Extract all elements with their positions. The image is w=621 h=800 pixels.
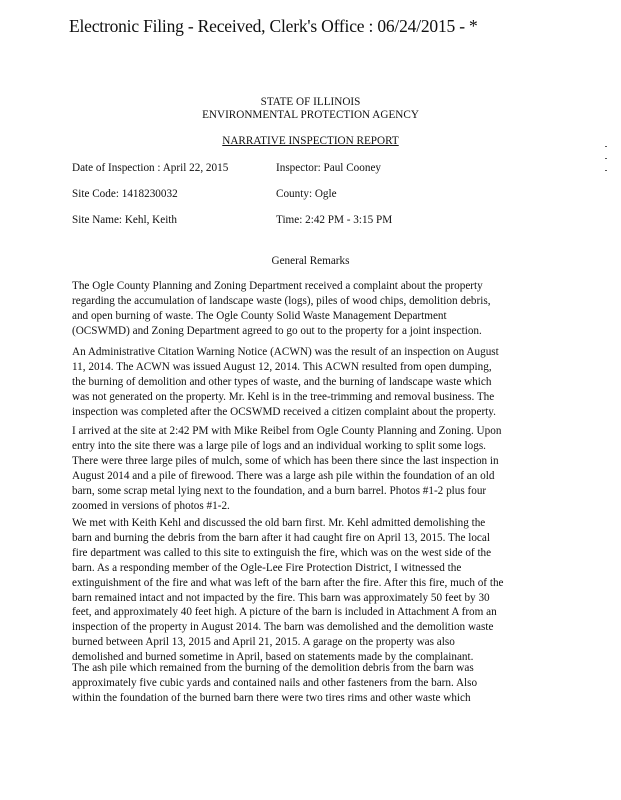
paragraph-line: barn, some scrap metal lying next to the foundation, and a burn barrel. Photos #1-2 plus four [72,484,487,497]
scan-artifact [605,170,607,171]
paragraph-line: regarding the accumulation of landscape waste (logs), piles of wood chips, demolition debris, [72,294,491,307]
scan-artifact [605,158,607,159]
report-title: NARRATIVE INSPECTION REPORT [222,135,399,147]
paragraph-line: demolished and burned sometime in April, based on statements made by the complainant. [72,651,474,664]
paragraph-arrival [72,424,554,513]
paragraph-line: fire department was called to this site to extinguish the fire, which was on the west side of the [72,546,492,559]
paragraph-barn [72,516,554,665]
paragraph-line: and open burning of waste. The Ogle County Solid Waste Management Department [72,309,447,322]
paragraph-line: The Ogle County Planning and Zoning Department received a complaint about the property [72,280,483,292]
county: County: Ogle [276,188,337,200]
paragraph-line: inspection of the property in August 2014. The barn was demolished and the demolition waste [72,621,494,634]
electronic-filing-stamp: Electronic Filing - Received, Clerk's Office : 06/24/2015 - * [69,16,478,36]
paragraph-line: The ash pile which remained from the burning of the demolition debris from the barn was [72,662,474,674]
inspection-time: Time: 2:42 PM - 3:15 PM [276,214,393,226]
paragraph-ash-pile [72,661,554,706]
paragraph-line: 11, 2014. The ACWN was issued August 12, 2014. This ACWN resulted from open dumping, [72,360,492,373]
date-of-inspection: Date of Inspection : April 22, 2015 [72,162,229,174]
paragraph-line: zoomed in versions of photos #1-2. [72,499,230,512]
paragraph-line: burned between April 13, 2015 and April 21, 2015. A garage on the property was also [72,636,455,649]
inspector: Inspector: Paul Cooney [276,162,382,174]
paragraph-line: August 2014 and a pile of firewood. There was a large ash pile within the foundation of an old [72,469,495,482]
paragraph-line: I arrived at the site at 2:42 PM with Mike Reibel from Ogle County Planning and Zoning. Upon [72,425,502,437]
paragraph-line: (OCSWMD) and Zoning Department agreed to go out to the property for a joint inspection. [72,324,482,337]
agency-heading: ENVIRONMENTAL PROTECTION AGENCY [202,109,419,121]
paragraph-line: barn remained intact and not impacted by the fire. This barn was approximately 50 feet by 30 [72,591,490,604]
paragraph-line: the burning of demolition and other types of waste, and the burning of landscape waste which [72,375,492,388]
paragraph-line: was not generated on the property. Mr. Kehl is in the tree-trimming and removal business. The [72,390,495,403]
paragraph-line: barn and burning the debris from the barn after it had caught fire on April 13, 2015. The local [72,531,490,544]
site-name: Site Name: Kehl, Keith [72,214,178,226]
site-code: Site Code: 1418230032 [72,188,178,200]
paragraph-line: entry into the site there was a large pile of logs and an individual working to split some logs. [72,439,486,452]
paragraph-line: There were three large piles of mulch, some of which has been there since the last inspection in [72,454,499,467]
paragraph-line: An Administrative Citation Warning Notice (ACWN) was the result of an inspection on August [72,346,499,358]
paragraph-line: within the foundation of the burned barn there were two tires rims and other waste which [72,691,471,704]
paragraph-line: extinguishment of the fire and what was left of the barn after the fire. After this fire, much of the [72,576,504,589]
paragraph-line: approximately five cubic yards and contained nails and other fasteners from the barn. Also [72,676,478,689]
paragraph-line: inspection was completed after the OCSWMD received a citizen complaint about the property. [72,405,496,418]
paragraph-acwn [72,345,554,420]
scan-artifact [605,146,607,147]
paragraph-complaint [72,279,554,339]
state-heading: STATE OF ILLINOIS [260,96,361,108]
general-remarks-heading: General Remarks [271,255,350,267]
paragraph-line: barn. As a responding member of the Ogle-Lee Fire Protection District, I witnessed the [72,561,462,574]
paragraph-line: feet, and approximately 40 feet high. A picture of the barn is included in Attachment A from an [72,606,497,619]
paragraph-line: We met with Keith Kehl and discussed the old barn first. Mr. Kehl admitted demolishing the [72,517,486,529]
